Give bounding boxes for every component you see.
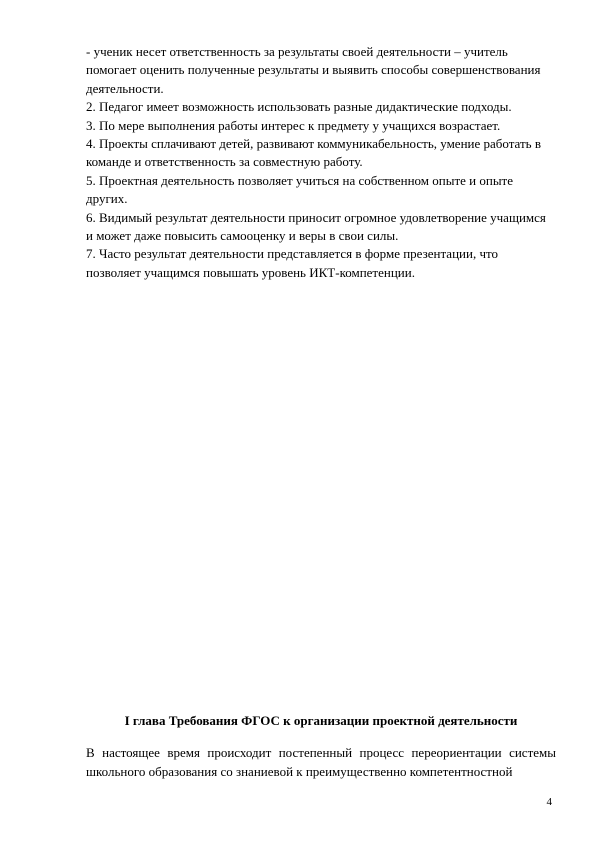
list-item: 3. По мере выполнения работы интерес к предмету у учащихся возрастает. — [86, 117, 501, 133]
list-item: 6. Видимый результат деятельности приносит огромное удовлетворение учащимся и может даже повысить самооценку и веры в свои силы. — [86, 209, 546, 244]
chapter-paragraph: В настоящее время происходит постепенный процесс переориентации системы школьного образования со знаниевой к преимущественно компетентностной — [86, 745, 556, 779]
list-item: 5. Проектная деятельность позволяет учиться на собственном опыте и опыте других. — [86, 172, 514, 207]
page-number: 4 — [546, 796, 552, 808]
chapter-title: I глава Требования ФГОС к организации проектной деятельности — [124, 713, 518, 728]
list-item: 4. Проекты сплачивают детей, развивают коммуникабельность, умение работать в команде и ответственность за совместную работу. — [86, 136, 541, 170]
list-item: - ученик несет ответственность за результаты своей деятельности – учитель помогает оценить полученные результаты и выявить способы совершенствования деятельности. — [86, 44, 541, 96]
list-item: 2. Педагог имеет возможность использовать разные дидактические подходы. — [86, 99, 512, 115]
list-item: 7. Часто результат деятельности представляется в форме презентации, что позволяет учащимся повышать уровень ИКТ-компетенции. — [86, 246, 498, 280]
advantages-list — [86, 43, 556, 282]
chapter-body — [86, 744, 556, 781]
